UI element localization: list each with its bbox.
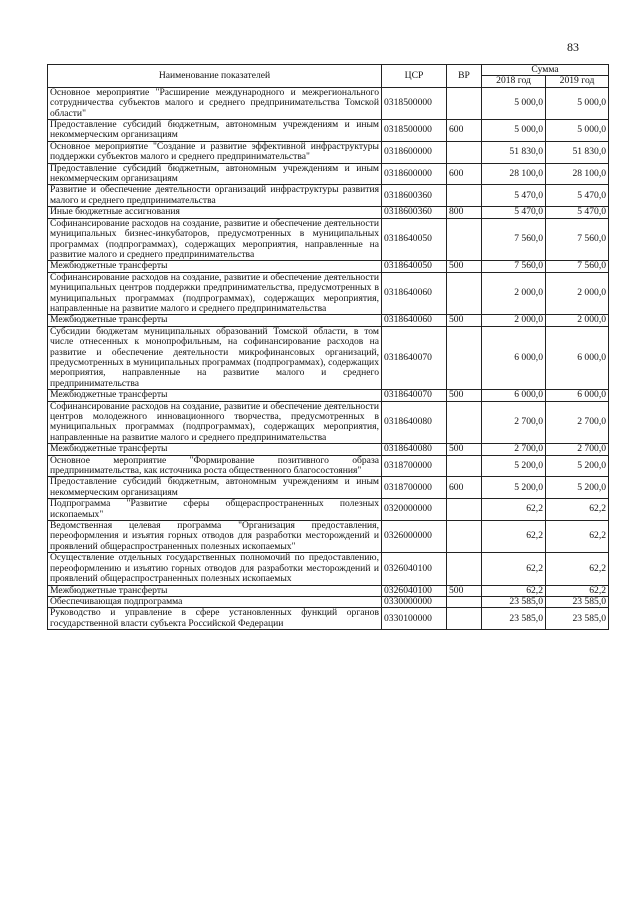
row-2018-value: 2 700,0 [482,444,546,455]
table-row [48,163,609,185]
row-2018-value: 51 830,0 [482,141,546,163]
row-csr-cell: 0318640060 [382,272,447,315]
row-2019-value: 2 000,0 [546,315,609,326]
row-name-cell: Софинансирование расходов на создание, развитие и обеспечение деятельности муниципальных бизнес-инкубаторов, предусмотренных в муниципальных программах (подпрограммах), содержащих мероприятия, направленные на развитие малого и среднего предпринимательства [48,218,382,261]
row-name-cell: Руководство и управление в сфере установленных функций органов государственной власти субъекта Российской Федерации [48,608,382,630]
row-2018-value: 5 000,0 [482,87,546,119]
row-name-cell: Предоставление субсидий бюджетным, автономным учреждениям и иным некоммерческим организациям [48,163,382,185]
row-name-cell: Основное мероприятие "Расширение международного и межрегионального сотрудничества субъектов малого и среднего предпринимательства Томской области" [48,87,382,119]
row-name-cell: Обеспечивающая подпрограмма [48,596,382,607]
table-row [48,120,609,142]
row-2019-value: 2 700,0 [546,401,609,444]
row-2019-value: 23 585,0 [546,596,609,607]
row-name-cell: Межбюджетные трансферты [48,390,382,401]
row-csr-cell: 0318640050 [382,218,447,261]
row-name-cell: Предоставление субсидий бюджетным, автономным учреждениям и иным некоммерческим организациям [48,477,382,499]
row-2018-value: 5 200,0 [482,477,546,499]
row-csr-cell: 0326000000 [382,521,447,553]
row-name-cell: Основное мероприятие "Создание и развитие эффективной инфраструктуры поддержки субъектов малого и среднего предпринимательства" [48,141,382,163]
row-2019-value: 62,2 [546,585,609,596]
table-row [48,455,609,477]
page-number: 83 [567,40,579,54]
row-name-cell: Иные бюджетные ассигнования [48,207,382,218]
row-vr-cell [447,185,482,207]
table-row [48,521,609,553]
row-2019-value: 51 830,0 [546,141,609,163]
table-row [48,596,609,607]
table-row [48,585,609,596]
table-row [48,553,609,585]
row-2018-value: 62,2 [482,499,546,521]
table-row [48,444,609,455]
row-csr-cell: 0318640060 [382,315,447,326]
table-row [48,315,609,326]
row-2019-value: 5 200,0 [546,455,609,477]
table-row [48,207,609,218]
row-2018-value: 2 700,0 [482,401,546,444]
row-name-cell: Межбюджетные трансферты [48,261,382,272]
header-year-2019: 2019 год [546,76,609,87]
row-2019-value: 28 100,0 [546,163,609,185]
row-2018-value: 2 000,0 [482,315,546,326]
row-2019-value: 23 585,0 [546,608,609,630]
row-name-cell: Софинансирование расходов на создание, развитие и обеспечение деятельности центров молодежного инновационного творчества, предусмотренных в муниципальных программах (подпрограммах), содержащих мероприятия, направленные на развитие малого и среднего предпринимательства [48,401,382,444]
row-csr-cell: 0318640070 [382,390,447,401]
row-vr-cell: 500 [447,315,482,326]
row-2018-value: 5 200,0 [482,455,546,477]
row-2018-value: 5 470,0 [482,207,546,218]
row-name-cell: Межбюджетные трансферты [48,315,382,326]
row-2018-value: 5 000,0 [482,120,546,142]
row-vr-cell: 500 [447,585,482,596]
header-sum: Сумма [482,65,609,76]
row-csr-cell: 0318640050 [382,261,447,272]
row-csr-cell: 0320000000 [382,499,447,521]
row-2019-value: 2 000,0 [546,272,609,315]
row-vr-cell [447,401,482,444]
row-2019-value: 62,2 [546,499,609,521]
row-vr-cell [447,272,482,315]
header-csr: ЦСР [382,65,447,88]
row-2019-value: 62,2 [546,521,609,553]
row-csr-cell: 0318600000 [382,163,447,185]
row-csr-cell: 0318600000 [382,141,447,163]
table-row [48,326,609,389]
row-2018-value: 7 560,0 [482,261,546,272]
row-vr-cell [447,87,482,119]
row-2019-value: 62,2 [546,553,609,585]
row-2018-value: 6 000,0 [482,390,546,401]
table-row [48,390,609,401]
table-row [48,261,609,272]
row-name-cell: Межбюджетные трансферты [48,585,382,596]
table-row [48,185,609,207]
row-name-cell: Подпрограмма "Развитие сферы общераспространенных полезных ископаемых" [48,499,382,521]
row-csr-cell: 0318500000 [382,120,447,142]
budget-table [47,64,609,630]
table-row [48,499,609,521]
row-2018-value: 62,2 [482,553,546,585]
row-2018-value: 2 000,0 [482,272,546,315]
row-csr-cell: 0330000000 [382,596,447,607]
row-csr-cell: 0318700000 [382,477,447,499]
row-csr-cell: 0318700000 [382,455,447,477]
header-vr: ВР [447,65,482,88]
row-csr-cell: 0318640070 [382,326,447,389]
row-vr-cell [447,521,482,553]
row-2018-value: 62,2 [482,521,546,553]
row-vr-cell: 800 [447,207,482,218]
row-2018-value: 6 000,0 [482,326,546,389]
row-2018-value: 28 100,0 [482,163,546,185]
row-csr-cell: 0318600360 [382,207,447,218]
row-2018-value: 5 470,0 [482,185,546,207]
row-vr-cell [447,141,482,163]
row-name-cell: Основное мероприятие "Формирование позитивного образа предпринимательства, как источника роста общественного благосостояния" [48,455,382,477]
row-2019-value: 7 560,0 [546,218,609,261]
row-vr-cell [447,455,482,477]
row-name-cell: Субсидии бюджетам муниципальных образований Томской области, в том числе отнесенных к монопрофильным, на софинансирование расходов на развитие и обеспечение деятельности микрофинансовых организаций, предусмотренных в муниципальных программах (подпрограммах), содержащих мероприятия, направленные на развитие малого и среднего предпринимательства [48,326,382,389]
row-vr-cell [447,326,482,389]
row-vr-cell: 600 [447,120,482,142]
header-year-2018: 2018 год [482,76,546,87]
row-vr-cell: 600 [447,163,482,185]
row-name-cell: Софинансирование расходов на создание, развитие и обеспечение деятельности муниципальных центров поддержки предпринимательства, предусмотренных в муниципальных программах (подпрограммах), содержащих мероприятия, направленные на развитие малого и среднего предпринимательства [48,272,382,315]
row-vr-cell [447,499,482,521]
row-csr-cell: 0318640080 [382,401,447,444]
row-name-cell: Предоставление субсидий бюджетным, автономным учреждениям и иным некоммерческим организациям [48,120,382,142]
row-vr-cell: 600 [447,477,482,499]
table-row [48,87,609,119]
table-row [48,141,609,163]
row-vr-cell [447,596,482,607]
table-row [48,272,609,315]
row-vr-cell [447,218,482,261]
row-name-cell: Развитие и обеспечение деятельности организаций инфраструктуры развития малого и среднего предпринимательства [48,185,382,207]
row-2019-value: 5 470,0 [546,207,609,218]
row-vr-cell [447,608,482,630]
row-2018-value: 23 585,0 [482,608,546,630]
row-csr-cell: 0330100000 [382,608,447,630]
table-row [48,608,609,630]
row-vr-cell [447,553,482,585]
table-row [48,477,609,499]
row-csr-cell: 0318600360 [382,185,447,207]
row-2019-value: 2 700,0 [546,444,609,455]
row-2019-value: 5 470,0 [546,185,609,207]
table-row [48,218,609,261]
table-row [48,401,609,444]
row-2019-value: 7 560,0 [546,261,609,272]
row-csr-cell: 0318500000 [382,87,447,119]
row-2018-value: 62,2 [482,585,546,596]
row-vr-cell: 500 [447,261,482,272]
row-csr-cell: 0318640080 [382,444,447,455]
header-name: Наименование показателей [48,65,382,88]
row-2019-value: 6 000,0 [546,390,609,401]
row-name-cell: Ведомственная целевая программа "Организация предоставления, переоформления и изъятия горных отводов для разработки месторождений и проявлений общераспространенных полезных ископаемых" [48,521,382,553]
table-body [48,87,609,629]
row-2019-value: 5 200,0 [546,477,609,499]
row-csr-cell: 0326040100 [382,585,447,596]
row-2018-value: 23 585,0 [482,596,546,607]
row-2019-value: 5 000,0 [546,120,609,142]
row-csr-cell: 0326040100 [382,553,447,585]
row-vr-cell: 500 [447,390,482,401]
row-name-cell: Межбюджетные трансферты [48,444,382,455]
row-2019-value: 5 000,0 [546,87,609,119]
row-2018-value: 7 560,0 [482,218,546,261]
row-vr-cell: 500 [447,444,482,455]
row-name-cell: Осуществление отдельных государственных полномочий по предоставлению, переоформлению и изъятию горных отводов для разработки месторождений и проявлений общераспространенных полезных ископаемых [48,553,382,585]
row-2019-value: 6 000,0 [546,326,609,389]
